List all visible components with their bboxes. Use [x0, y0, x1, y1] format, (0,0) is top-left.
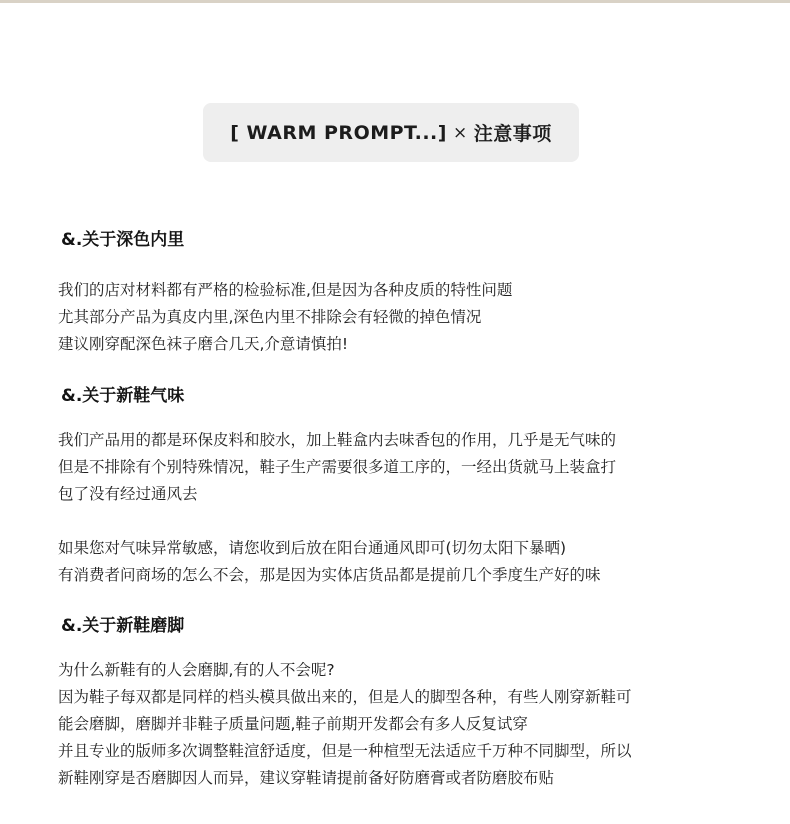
top-divider — [0, 0, 790, 3]
body-line: 并且专业的版师多次调整鞋渲舒适度，但是一种楦型无法适应千万种不同脚型，所以 — [58, 742, 632, 760]
banner-separator: × — [452, 122, 468, 143]
section-heading: &.关于深色内里 — [61, 230, 185, 250]
body-line: 我们的店对材料都有严格的检验标准,但是因为各种皮质的特性问题 — [58, 281, 513, 299]
section-heading: &.关于新鞋气味 — [61, 386, 185, 406]
banner-prefix: [ WARM PROMPT...] — [230, 121, 447, 144]
section-body — [58, 277, 758, 358]
body-line: 包了没有经过通风去 — [58, 485, 198, 503]
body-line: 有消费者问商场的怎么不会，那是因为实体店货品都是提前几个季度生产好的味 — [58, 566, 601, 584]
section-body — [58, 657, 758, 792]
banner-title: 注意事项 — [473, 123, 552, 145]
section-body — [58, 427, 758, 589]
body-line: 为什么新鞋有的人会磨脚,有的人不会呢? — [58, 661, 335, 679]
body-line: 因为鞋子每双都是同样的档头模具做出来的，但是人的脚型各种，有些人刚穿新鞋可 — [58, 688, 632, 706]
section-heading: &.关于新鞋磨脚 — [61, 616, 185, 636]
warm-prompt-banner — [203, 103, 579, 162]
section-new-shoe-smell — [58, 384, 758, 589]
body-line: 能会磨脚，磨脚并非鞋子质量问题,鞋子前期开发都会有多人反复试穿 — [58, 715, 528, 733]
paragraph-gap — [58, 508, 758, 535]
body-line: 新鞋刚穿是否磨脚因人而异，建议穿鞋请提前备好防磨膏或者防磨胶布贴 — [58, 769, 555, 787]
body-line: 如果您对气味异常敏感，请您收到后放在阳台通通风即可(切勿太阳下暴晒) — [58, 539, 567, 557]
body-line: 建议刚穿配深色袜子磨合几天,介意请慎拍! — [58, 335, 349, 353]
body-line: 尤其部分产品为真皮内里,深色内里不排除会有轻微的掉色情况 — [58, 308, 482, 326]
body-line: 我们产品用的都是环保皮料和胶水，加上鞋盒内去味香包的作用，几乎是无气味的 — [58, 431, 617, 449]
section-dark-lining — [58, 228, 758, 358]
section-new-shoe-rubbing — [58, 614, 758, 792]
body-line: 但是不排除有个别特殊情况，鞋子生产需要很多道工序的，一经出货就马上装盒打 — [58, 458, 617, 476]
